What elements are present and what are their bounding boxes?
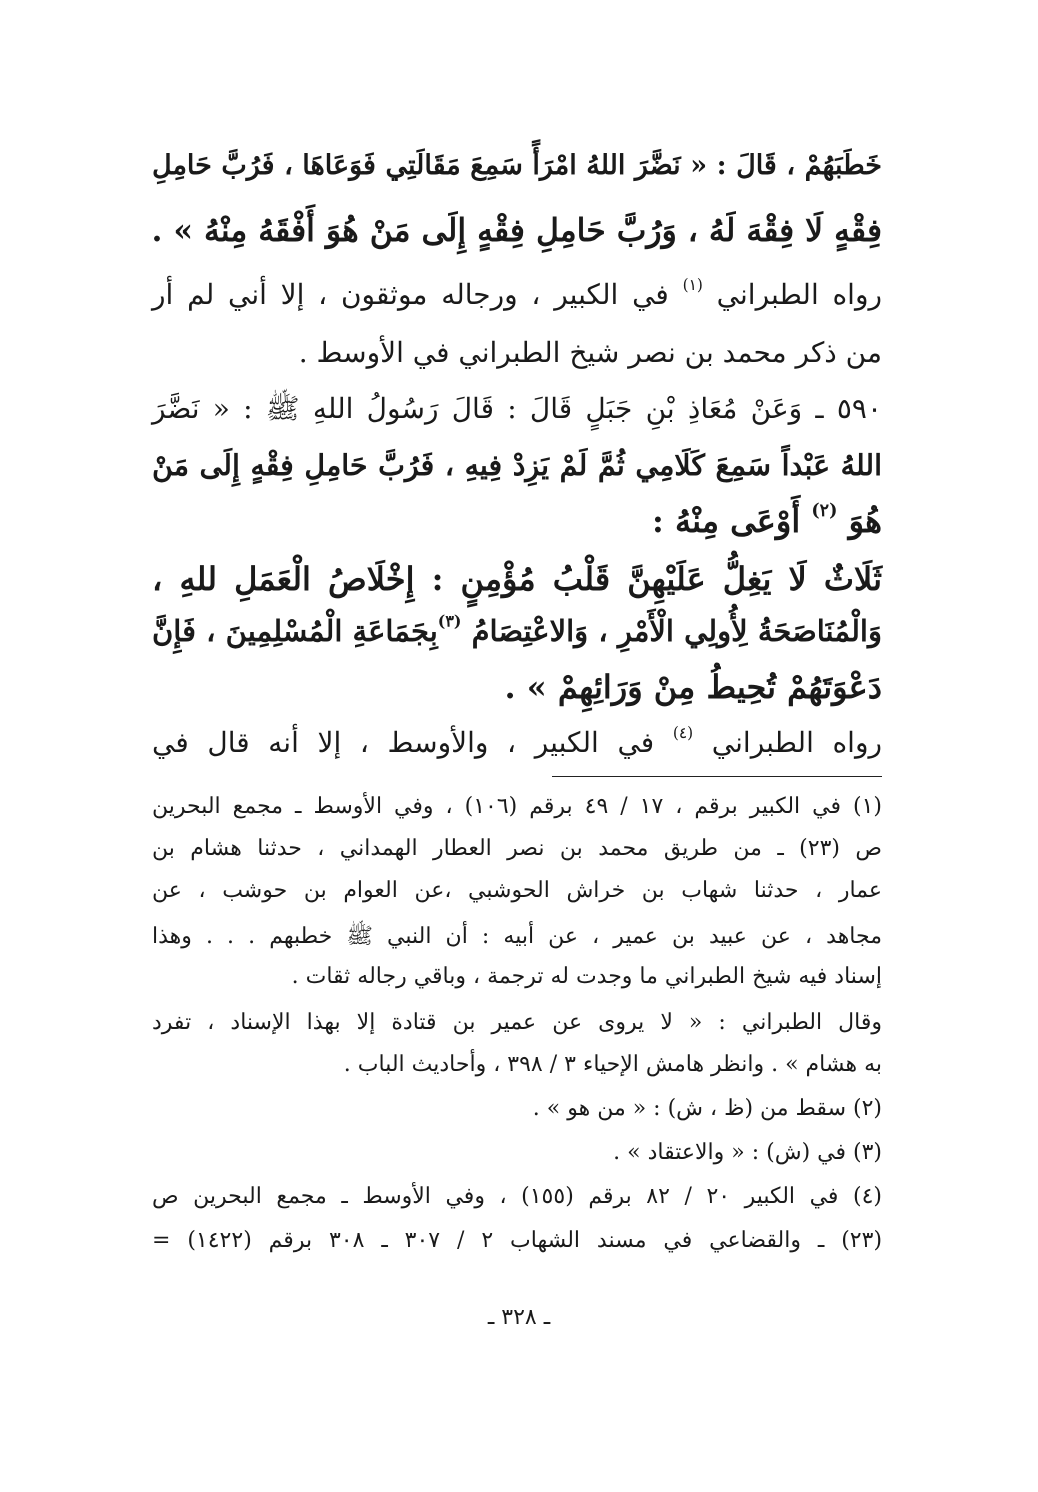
hadith-line-5: ثَلَاثٌ لَا يَغِلُّ عَلَيْهِنَّ قَلْبُ مُؤْمِنٍ : إِخْلَاصُ الْعَمَلِ للهِ ، <box>152 560 882 598</box>
footnote-line-9: (٣) في (ش) : « والاعتقاد » . <box>613 1140 882 1165</box>
footnote-ref-3: (٣) <box>437 611 462 631</box>
footnote-ref-2: (٢) <box>811 500 838 522</box>
hadith-590-intro: ٥٩٠ ـ وَعَنْ مُعَاذِ بْنِ جَبَلٍ قَالَ : قَالَ رَسُولُ اللهِ ﷺ : « نَضَّرَ <box>152 392 882 425</box>
footnote-separator <box>552 776 882 777</box>
page-number: ـ ٣٢٨ ـ <box>487 1305 551 1330</box>
hadith-line-3: اللهُ عَبْداً سَمِعَ كَلَامِي ثُمَّ لَمْ يَزِدْ فِيهِ ، فَرُبَّ حَامِلِ فِقْهٍ إِلَى مَنْ <box>152 448 882 482</box>
footnote-line-6: وقال الطبراني : « لا يروى عن عمير بن قتادة إلا بهذا الإسناد ، تفرد <box>152 1010 882 1035</box>
footnote-line-2: ص (٢٣) ـ من طريق محمد بن نصر العطار الهمداني ، حدثنا هشام بن <box>152 836 882 861</box>
footnote-line-7: به هشام » . وانظر هامش الإحياء ٣ / ٣٩٨ ، وأحاديث الباب . <box>343 1052 882 1077</box>
commentary-line-1: رواه الطبراني $^{(١)}$ في الكبير ، ورجاله موثقون ، إلا أني لم أر <box>152 276 883 311</box>
commentary-line-3: رواه الطبراني $^{(٤)}$ في الكبير ، والأوسط ، إلا أنه قال في <box>152 724 883 759</box>
hadith-line-6: وَالْمُنَاصَحَةُ لِأُولِي الْأَمْرِ ، وَالاعْتِصَامُ $^{(٣)}$بِجَمَاعَةِ الْمُسْلِمِينَ ، فَإِنَّ <box>152 611 882 648</box>
footnote-ref-1: (١) <box>682 276 703 295</box>
footnote-ref-4: (٤) <box>672 724 694 743</box>
hadith-line-2: فِقْهٍ لَا فِقْهَ لَهُ ، وَرُبَّ حَامِلِ فِقْهٍ إِلَى مَنْ هُوَ أَفْقَهُ مِنْهُ » . <box>151 212 882 249</box>
hadith-line-7: دَعْوَتَهُمْ تُحِيطُ مِنْ وَرَائِهِمْ » . <box>504 668 882 706</box>
footnote-line-3: عمار ، حدثنا شهاب بن خراش الحوشبي ،عن العوام بن حوشب ، عن <box>152 878 882 903</box>
footnote-line-8: (٢) سقط من (ظ ، ش) : « من هو » . <box>532 1096 882 1121</box>
footnote-line-11: (٢٣) ـ والقضاعي في مسند الشهاب ٢ / ٣٠٧ ـ ٣٠٨ برقم (١٤٢٢) = <box>152 1228 883 1253</box>
hadith-line-1: خَطَبَهُمْ ، قَالَ : « نَضَّرَ اللهُ امْرَأً سَمِعَ مَقَالَتِي فَوَعَاهَا ، فَرُبَّ حَامِلِ <box>152 150 882 181</box>
commentary-line-2: من ذكر محمد بن نصر شيخ الطبراني في الأوسط . <box>298 336 882 369</box>
footnote-line-5: إسناد فيه شيخ الطبراني ما وجدت له ترجمة ، وباقي رجاله ثقات . <box>291 964 882 989</box>
footnote-line-10: (٤) في الكبير ٢٠ / ٨٢ برقم (١٥٥) ، وفي الأوسط ـ مجمع البحرين ص <box>152 1184 882 1209</box>
hadith-line-4: هُوَ $^{(٢)}$ أَوْعَى مِنْهُ : <box>652 500 882 540</box>
footnote-line-1: (١) في الكبير برقم ، ١٧ / ٤٩ برقم (١٠٦) ، وفي الأوسط ـ مجمع البحرين <box>152 794 882 819</box>
footnote-line-4: مجاهد ، عن عبيد بن عمير ، عن أبيه : أن النبي ﷺ خطبهم . . . وهذا <box>152 924 882 949</box>
